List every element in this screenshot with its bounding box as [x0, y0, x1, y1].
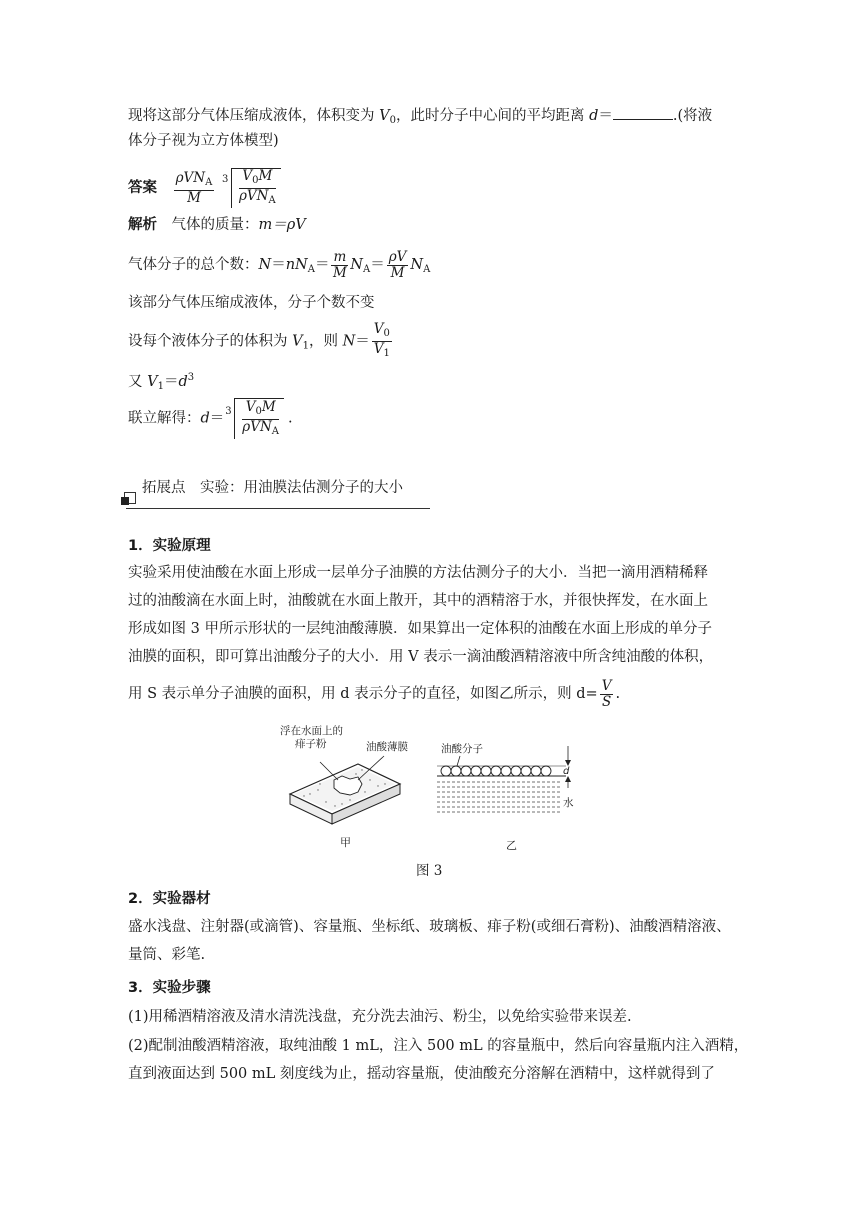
analysis-line-6: 联立解得：d＝ 3 $\frac{V_0M}{\rho VN_A}$ .: [128, 398, 293, 439]
equipment-heading: 2．实验器材: [128, 891, 211, 907]
section-divider: [126, 508, 430, 509]
figure-caption: 图 3: [416, 863, 443, 879]
step-2a: (2)配制油酸酒精溶液，取纯油酸 1 mL，注入 500 mL 的容量瓶中，然后向容量瓶内注入酒精，: [128, 1038, 749, 1054]
molecule-row: [441, 766, 551, 776]
v1-text: 设每个液体分子的体积为: [128, 333, 293, 350]
count-text: 气体分子的总个数：: [128, 257, 259, 273]
intro-text-c: .(将液: [672, 108, 713, 124]
analysis-line-1: [128, 215, 306, 235]
label-powder: 浮在水面上的: [280, 725, 343, 737]
answer-line: [128, 168, 285, 208]
intro-text-b: ，此时分子中心间的平均距离: [395, 108, 590, 124]
steps-heading: 3．实验步骤: [128, 980, 211, 996]
tray-illustration: [290, 756, 400, 824]
intro-text-a: 现将这部分气体压缩成液体，体积变为: [128, 108, 380, 124]
principle-p5-text: 用 S 表示单分子油膜的面积，用 d 表示分子的直径，如图乙所示，则 d=: [128, 686, 598, 702]
principle-p4: 油膜的面积，即可算出油酸分子的大小．用 V 表示一滴油酸酒精溶液中所含纯油酸的体积，: [128, 649, 714, 665]
label-powder-2: 痱子粉: [295, 738, 327, 750]
answer-fraction: $\frac{\rho VN_A}{M}$: [175, 169, 213, 206]
answer-blank: [613, 105, 673, 120]
equipment-l1: 盛水浅盘、注射器(或滴管)、容量瓶、坐标纸、玻璃板、痱子粉(或细石膏粉)、油酸酒精溶液、: [128, 919, 731, 935]
step-1: (1)用稀酒精溶液及清水清洗浅盘，充分洗去油污、粉尘，以免给实验带来误差.: [128, 1009, 632, 1025]
frac-m-M: $\frac{m}{M}$: [332, 248, 347, 281]
equipment-l2: 量筒、彩笔.: [128, 947, 206, 963]
analysis-line-5: 又 $V_1=d^3$: [128, 372, 195, 392]
principle-p5: 用 S 表示单分子油膜的面积，用 d 表示分子的直径，如图乙所示，则 d= $\frac{V}{S}$ .: [128, 677, 621, 710]
frac-rhoV-M: $\frac{\rho V}{M}$: [388, 248, 407, 281]
figure-3: [280, 722, 574, 857]
intro-line-1: 现将这部分气体压缩成液体，体积变为 $V_0$，此时分子中心间的平均距离 d＝ .(将液: [128, 105, 712, 131]
frac-V-S: $\frac{V}{S}$: [601, 677, 612, 710]
label-d: d: [563, 766, 570, 777]
label-sub-b: 乙: [506, 839, 517, 852]
solve-text: 联立解得：: [128, 410, 201, 427]
label-film: 油酸薄膜: [366, 741, 408, 753]
frac-V0-V1: $\frac{V_0}{V_1}$: [373, 321, 390, 359]
step-2b: 直到液面达到 500 mL 刻度线为止，摇动容量瓶，使油酸充分溶解在酒精中，这样就得到了: [128, 1066, 715, 1082]
analysis-line-3: 该部分气体压缩成液体，分子个数不变: [128, 295, 375, 311]
principle-p1: 实验采用使油酸在水面上形成一层单分子油膜的方法估测分子的大小．当把一滴用酒精稀释: [128, 565, 708, 581]
v1-mid: ，则: [308, 333, 343, 350]
section-icon-fill: [121, 497, 129, 505]
analysis-line-4: 设每个液体分子的体积为 $V_1$，则 N＝ $\frac{V_0}{V_1}$: [128, 321, 390, 359]
answer-label: 答案: [128, 180, 157, 196]
label-molecule: 油酸分子: [441, 743, 483, 755]
analysis-label: 解析: [128, 217, 157, 233]
water-lines: [437, 782, 560, 812]
also-text: 又: [128, 374, 148, 390]
principle-p2: 过的油酸滴在水面上时，油酸就在水面上散开，其中的酒精溶于水，并很快挥发，在水面上: [128, 593, 708, 609]
principle-p3: 形成如图 3 甲所示形状的一层纯油酸薄膜．如果算出一定体积的油酸在水面上形成的单分子: [128, 621, 712, 637]
mass-equation: m＝ρV: [258, 217, 306, 233]
solution-root: 3 $\frac{V_0M}{\rho VN_A}$: [234, 398, 284, 439]
analysis-line-2: 气体分子的总个数：$N=nN_A=$ $\frac{m}{M}$ $N_A=$ $\frac{\rho V}{M}$ $N_A$: [128, 248, 431, 281]
section-title: 拓展点 实验：用油膜法估测分子的大小: [142, 480, 403, 496]
label-sub-a: 甲: [340, 836, 351, 849]
principle-heading: 1．实验原理: [128, 538, 211, 554]
mass-text: 气体的质量：: [171, 217, 259, 233]
answer-root: 3 $\frac{V_0M}{\rho VN_A}$: [231, 168, 281, 208]
label-water: 水: [563, 797, 574, 809]
intro-line-2: 体分子视为立方体模型): [128, 133, 279, 149]
